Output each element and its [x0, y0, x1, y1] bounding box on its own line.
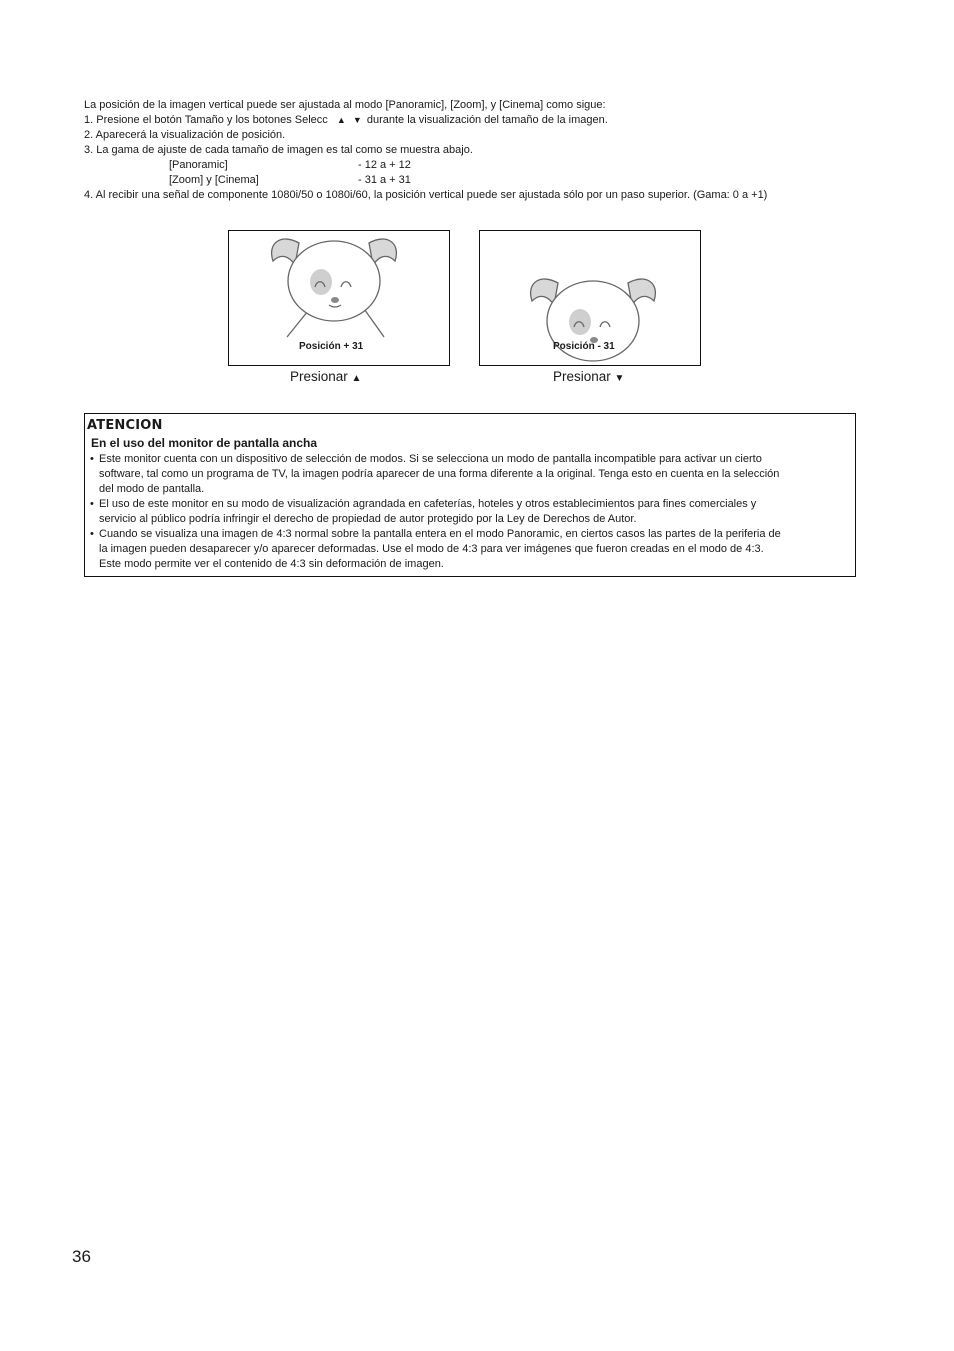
item-line: software, tal como un programa de TV, la imagen podría aparecer de una forma diferente a la original. Tenga esto en cuenta en la selección [99, 468, 780, 480]
range-label: [Panoramic] [169, 159, 228, 171]
item-line: Cuando se visualiza una imagen de 4:3 normal sobre la pantalla entera en el modo Panoramic, en ciertos casos las partes de la periferia de [99, 528, 781, 540]
item-line: Este modo permite ver el contenido de 4:3 sin deformación de imagen. [99, 558, 444, 570]
item-line: Este monitor cuenta con un dispositivo de selección de modos. Si se selecciona un modo de pantalla incompatible para activar un cierto [99, 453, 762, 465]
bullet: • [90, 498, 94, 510]
atencion-list [90, 452, 852, 572]
atencion-subtitle: En el uso del monitor de pantalla ancha [91, 436, 318, 450]
atencion-box [84, 413, 856, 577]
range-row-zoom-cinema [84, 173, 884, 188]
bullet: • [90, 528, 94, 540]
range-value: - 12 a + 12 [358, 159, 411, 171]
screen-position-up [228, 230, 450, 366]
up-arrow-icon: ▲ [351, 373, 362, 384]
list-item [90, 497, 852, 527]
step-4: 4. Al recibir una señal de componente 1080i/50 o 1080i/60, la posición vertical puede ser ajustada sólo por un paso superior. (Gama: 0 a +1) [84, 189, 768, 201]
intro-line: La posición de la imagen vertical puede ser ajustada al modo [Panoramic], [Zoom], y [Cinema] como sigue: [84, 99, 606, 111]
item-line: del modo de pantalla. [99, 483, 205, 495]
range-label: [Zoom] y [Cinema] [169, 174, 259, 186]
item-line: servicio al público podría infringir el derecho de propiedad de autor protegido por la Ley de Derechos de Autor. [99, 513, 637, 525]
list-item [90, 527, 852, 572]
screen-position-down [479, 230, 701, 366]
step-3: 3. La gama de ajuste de cada tamaño de imagen es tal como se muestra abajo. [84, 144, 473, 156]
intro-instructions [84, 98, 884, 203]
range-row-panoramic [84, 158, 884, 173]
bullet: • [90, 453, 94, 465]
caption-press-up [290, 369, 361, 384]
down-arrow-icon: ▼ [614, 373, 625, 384]
item-line: la imagen pueden desaparecer y/o aparecer deformadas. Use el modo de 4:3 para ver imágenes que fueron creadas en el modo de 4:3. [99, 543, 764, 555]
caption-text: Presionar [290, 369, 348, 384]
down-arrow-icon: ▼ [352, 115, 362, 125]
step-1-text-end: durante la visualización del tamaño de la imagen. [366, 114, 608, 126]
step-1 [84, 113, 884, 128]
step-1-text: 1. Presione el botón Tamaño y los botones Selecc [84, 114, 328, 126]
up-arrow-icon: ▲ [336, 115, 346, 125]
atencion-title: ATENCION [87, 418, 163, 433]
caption-press-down [553, 369, 624, 384]
position-label: Posición + 31 [299, 341, 364, 352]
caption-text: Presionar [553, 369, 611, 384]
list-item [90, 452, 852, 497]
range-value: - 31 a + 31 [358, 174, 411, 186]
page-number: 36 [72, 1247, 91, 1266]
item-line: El uso de este monitor en su modo de visualización agrandada en cafeterías, hoteles y otros establecimientos para fines comerciales y [99, 498, 757, 510]
step-2: 2. Aparecerá la visualización de posición. [84, 129, 286, 141]
position-label: Posición - 31 [553, 341, 615, 352]
